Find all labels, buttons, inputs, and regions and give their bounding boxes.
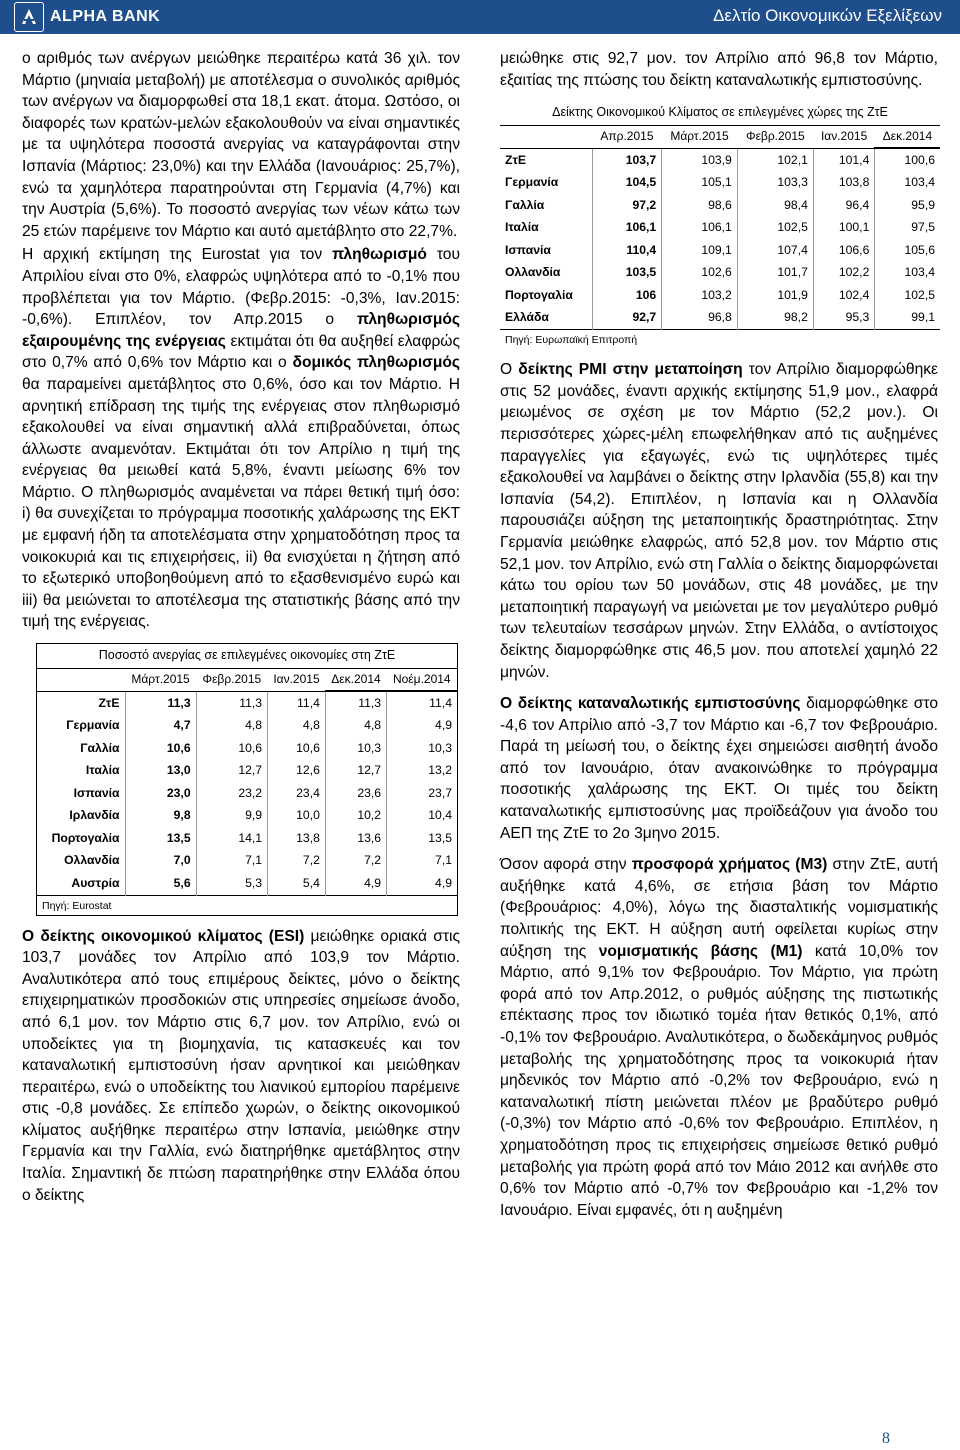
publication-title: Δελτίο Οικονομικών Εξελίξεων — [713, 6, 942, 25]
row-label: Ιρλανδία — [69, 808, 120, 823]
table-cell: 23,0 — [125, 782, 196, 805]
table-cell: 23,2 — [196, 782, 267, 805]
row-label: Ισπανία — [505, 242, 551, 257]
table-cell: 5,3 — [196, 872, 267, 895]
table-cell: 13,5 — [125, 827, 196, 850]
row-label: Αυστρία — [71, 875, 120, 890]
column-header: Φεβρ.2015 — [196, 669, 267, 692]
table-cell: 10,3 — [325, 737, 386, 760]
table-cell: 103,7 — [592, 148, 662, 172]
table-cell: 96,8 — [662, 307, 738, 330]
table-cell: 102,5 — [875, 284, 940, 307]
unemployment-table — [36, 643, 458, 916]
table-cell: 98,2 — [737, 307, 813, 330]
esi-table-row — [500, 172, 940, 195]
table-cell: 13,2 — [387, 760, 458, 783]
paragraph-esi: Ο δείκτης οικονομικού κλίματος (ESI) μειώθηκε οριακά στις 103,7 μονάδες τον Απρίλιο από 103,9 τον Μάρτιο. Αναλυτικότερα από τους επιμέρους δείκτες, μόνο ο δείκτης επιχειρηματικών προσδοκιών στις υπηρεσίες σημείωσε άνοδο, από 6,1 μον. τον Μάρτιο στις 6,7 μον. τον Απρίλιο, ενώ οι υποδείκτες για τη βιομηχανία, τις κατασκευές και τον καταναλωτική εμπιστοσύνη ήσαν αρνητικοί και μειώθηκαν περαιτέρω, ενώ ο υποδείκτης του λιανικού εμπορίου παρέμεινε στις -0,8 μονάδες. Σε επίπεδο χωρών, ο δείκτης οικονομικού κλίματος αυξήθηκε περαιτέρω στην Ισπανία, μειώθηκε στην Γερμανία και την Γαλλία, ενώ διατηρήθηκε αμετάβλητος στην Ιταλία. Σημαντική δε πτώση παρατηρήθηκε στην Ελλάδα όπου ο δείκτης — [22, 927, 461, 1204]
table-cell: 11,3 — [325, 691, 386, 715]
unemployment-table-header — [37, 669, 458, 692]
table-cell: 12,7 — [325, 760, 386, 783]
table-cell: 10,2 — [325, 805, 386, 828]
table-cell: 23,4 — [268, 782, 326, 805]
table-cell: 95,3 — [813, 307, 874, 330]
column-header: Ιαν.2015 — [813, 126, 874, 149]
table-cell: 10,6 — [268, 737, 326, 760]
table-cell: 10,6 — [196, 737, 267, 760]
table-cell: 105,1 — [662, 172, 738, 195]
unemployment-table-source: Πηγή: Eurostat — [37, 895, 458, 915]
table-cell: 106,6 — [813, 239, 874, 262]
table-cell: 4,7 — [125, 715, 196, 738]
row-label: ΖτΕ — [98, 695, 120, 710]
table-cell: 106 — [592, 284, 662, 307]
paragraph-money-supply: Όσον αφορά στην προσφορά χρήματος (M3) στην ΖτΕ, αυτή αυξήθηκε κατά 4,6%, σε ετήσια βάση τον Μάρτιο (Φεβρουάριος: 4,0%), λόγω της διασταλτικής νομισματικής πολιτικής της ΕΚΤ. Η αύξηση αυτή οφείλεται κυρίως στην αύξηση της νομισματικής βάσης (M1) κατά 10,0% τον Μάρτιο, από 9,1% τον Φεβρουάριο. Τον Μάρτιο, για πρώτη φορά από τον Απρ.2012, ο ρυθμός αύξησης της πιστωτικής επέκτασης προς τον ιδιωτικό τομέα ήταν θετικός 0,1%, από -0,1% τον Φεβρουάριο. Αναλυτικότερα, ο δωδεκάμηνος ρυθμός μεταβολής της χρηματοδότησης προς τα νοικοκυριά ήταν μηδενικός τον Μάρτιο από -0,2% τον Φεβρουάριο, ενώ η καταναλωτική πίστη μειώνεται πλέον με βραδύτερο ρυθμό (-0,3%) τον Μάρτιο από -0,6% τον Φεβρουάριο. Επιπλέον, η χρηματοδότηση προς τις επιχειρήσεις σημείωσε θετικό ρυθμό μεταβολής για πρώτη φορά από τον Μάιο 2012 και ανήλθε στο 0,6% τον Μάρτιο από -0,7% τον Φεβρουάριο και -1,2% τον Ιανουάριο. Είναι εμφανές, ότι η αυξημένη — [500, 856, 938, 1219]
esi-table-header — [500, 126, 940, 149]
table-cell: 10,3 — [387, 737, 458, 760]
paragraph-unemployment: ο αριθμός των ανέργων μειώθηκε περαιτέρω κατά 36 χιλ. τον Μάρτιο (μηνιαία μεταβολή) με αποτέλεσμα ο συνολικός αριθμός των ανέργων να διαμορφωθεί στα 18,1 εκατ. άτομα. Ωστόσο, οι διαφορές των κρατών-μελών εξακολουθούν να είναι σημαντικές με τα υψηλότερα ποσοστά ανεργίας να καταγράφονται στην Ισπανία (Μάρτιος: 23,0%) και την Ελλάδα (Ιανουάριος: 25,7%), ενώ τα χαμηλότερα παρατηρούνται στη Γερμανία (4,7%) και την Αυστρία (5,6%). Το ποσοστό ανεργίας των νέων κάτω των 25 ετών παρέμεινε τον Μάρτιο και αυτό αμετάβλητο στο 22,7%. — [22, 50, 460, 240]
row-label: Ιταλία — [505, 220, 539, 235]
row-label: Πορτογαλία — [51, 830, 120, 845]
table-cell: 11,4 — [268, 691, 326, 715]
paragraph-esi-greece: μειώθηκε στις 92,7 μον. τον Απρίλιο από 96,8 τον Μάρτιο, εξαιτίας της πτώσης του δείκτη καταναλωτικής εμπιστοσύνης. — [500, 50, 938, 89]
table-cell: 11,4 — [387, 691, 458, 715]
esi-table — [500, 101, 940, 349]
page-header — [0, 0, 960, 34]
unemployment-table-container — [22, 643, 460, 916]
table-cell: 7,2 — [325, 850, 386, 873]
column-header: Νοέμ.2014 — [387, 669, 458, 692]
table-cell: 106,1 — [592, 217, 662, 240]
table-cell: 13,6 — [325, 827, 386, 850]
table-cell: 105,6 — [875, 239, 940, 262]
unemployment-table-row — [37, 760, 458, 783]
table-cell: 7,2 — [268, 850, 326, 873]
esi-table-source: Πηγή: Ευρωπαϊκή Επιτροπή — [500, 330, 940, 350]
table-cell: 101,9 — [737, 284, 813, 307]
row-label: Γαλλία — [505, 197, 545, 212]
table-cell: 4,8 — [196, 715, 267, 738]
row-label: Γαλλία — [80, 740, 120, 755]
table-cell: 23,6 — [325, 782, 386, 805]
table-cell: 103,2 — [662, 284, 738, 307]
table-cell: 7,1 — [387, 850, 458, 873]
table-cell: 99,1 — [875, 307, 940, 330]
unemployment-table-title: Ποσοστό ανεργίας σε επιλεγμένες οικονομίες στη ΖτΕ — [37, 644, 458, 669]
paragraph-inflation: Η αρχική εκτίμηση της Eurostat για τον πληθωρισμό του Απριλίου είναι στο 0%, ελαφρώς υψηλότερα από το -0,1% που προβλέπεται για τον Μάρτιο. (Φεβρ.2015: -0,3%, Ιαν.2015: -0,6%). Επιπλέον, τον Απρ.2015 ο πληθωρισμός εξαιρουμένης της ενέργειας εκτιμάται ότι θα αυξηθεί ελαφρώς στο 0,7% από 0,6% τον Μάρτιο και ο δομικός πληθωρισμός θα παραμείνει αμετάβλητος στο 0,6%, όσο και τον Μάρτιο. Η αρνητική επίδραση της τιμής της ενέργειας στον πληθωρισμό εξακολουθεί να είναι σημαντική αλλά επιβραδύνεται, όπως άλλωστε αναμενόταν. Εκτιμάται ότι τον Απρίλιο η τιμή της ενέργειας θα μειωθεί κατά 5,8%, έναντι μείωσης 6% τον Μάρτιο. Ο πληθωρισμός αναμένεται να πάρει θετική τιμή όσο: i) θα συνεχίζεται το πρόγραμμα ποσοτικής χαλάρωσης της ΕΚΤ με εμφανή ήδη τα αποτελέσματα στην χρηματοδότηση προς τα νοικοκυριά και τις επιχειρήσεις, ii) θα ενισχύεται η ζήτηση από το εξωτερικό υποβοηθούμενη από το εξασθενισμένο ευρώ και iii) θα μειώνεται το αποτέλεσμα της στατιστικής βάσης από την τιμή της ενέργειας. — [22, 246, 461, 631]
table-cell: 13,5 — [387, 827, 458, 850]
table-cell: 102,5 — [737, 217, 813, 240]
row-label: Γερμανία — [505, 175, 559, 190]
table-cell: 4,8 — [325, 715, 386, 738]
unemployment-table-row — [37, 805, 458, 828]
esi-table-row — [500, 148, 940, 172]
esi-table-row — [500, 307, 940, 330]
table-cell: 10,4 — [387, 805, 458, 828]
table-cell: 101,4 — [813, 148, 874, 172]
table-cell: 102,6 — [662, 262, 738, 285]
left-column — [22, 48, 460, 1208]
table-cell: 9,9 — [196, 805, 267, 828]
row-label: Ισπανία — [73, 785, 120, 800]
table-cell: 103,3 — [737, 172, 813, 195]
table-cell: 7,0 — [125, 850, 196, 873]
paragraph-consumer-confidence: Ο δείκτης καταναλωτικής εμπιστοσύνης διαμορφώθηκε στο -4,6 τον Απρίλιο από -3,7 τον Μάρτιο και -6,7 τον Φεβρουάριο. Παρά τη μείωσή του, ο δείκτης έχει σημειώσει αισθητή άνοδο από τον Ιανουάριο, όταν ανακοινώθηκε το πρόγραμμα ποσοτικής χαλάρωσης της ΕΚΤ. Οι τιμές του δείκτη καταναλωτικής εμπιστοσύνης μας προϊδεάζουν για άνοδο του ΑΕΠ της ΖτΕ το 2ο 3μηνο 2015. — [500, 695, 939, 842]
table-cell: 100,1 — [813, 217, 874, 240]
table-cell: 5,4 — [268, 872, 326, 895]
table-cell: 14,1 — [196, 827, 267, 850]
unemployment-table-row — [37, 872, 458, 895]
unemployment-table-row — [37, 715, 458, 738]
table-cell: 102,1 — [737, 148, 813, 172]
table-cell: 102,4 — [813, 284, 874, 307]
esi-table-row — [500, 194, 940, 217]
table-cell: 101,7 — [737, 262, 813, 285]
table-cell: 5,6 — [125, 872, 196, 895]
table-cell: 104,5 — [592, 172, 662, 195]
table-cell: 98,4 — [737, 194, 813, 217]
row-label: Ολλανδία — [505, 265, 561, 280]
table-cell: 13,0 — [125, 760, 196, 783]
column-header: Δεκ.2014 — [325, 669, 386, 692]
table-cell: 4,9 — [325, 872, 386, 895]
table-cell: 95,9 — [875, 194, 940, 217]
table-cell: 11,3 — [196, 691, 267, 715]
column-header: Απρ.2015 — [592, 126, 662, 149]
row-label: Ιταλία — [85, 763, 120, 778]
alpha-bank-logo-icon — [14, 2, 44, 32]
page-number: 8 — [882, 1430, 890, 1447]
column-header: Δεκ.2014 — [875, 126, 940, 149]
table-cell: 109,1 — [662, 239, 738, 262]
table-cell: 23,7 — [387, 782, 458, 805]
table-cell: 103,8 — [813, 172, 874, 195]
esi-table-title: Δείκτης Οικονομικού Κλίματος σε επιλεγμένες χώρες της ΖτΕ — [500, 101, 940, 126]
table-cell: 11,3 — [125, 691, 196, 715]
table-cell: 103,9 — [662, 148, 738, 172]
table-cell: 103,4 — [875, 172, 940, 195]
table-cell: 4,9 — [387, 715, 458, 738]
right-column — [500, 48, 938, 1223]
table-cell: 4,8 — [268, 715, 326, 738]
table-cell: 106,1 — [662, 217, 738, 240]
row-label: Γερμανία — [66, 718, 120, 733]
table-cell: 10,0 — [268, 805, 326, 828]
row-label: Ελλάδα — [505, 310, 549, 325]
table-cell: 103,4 — [875, 262, 940, 285]
unemployment-table-row — [37, 782, 458, 805]
column-header: Ιαν.2015 — [268, 669, 326, 692]
unemployment-table-row — [37, 827, 458, 850]
table-cell: 97,2 — [592, 194, 662, 217]
bank-name: ALPHA BANK — [50, 8, 161, 25]
table-cell: 103,5 — [592, 262, 662, 285]
unemployment-table-row — [37, 691, 458, 715]
table-cell: 98,6 — [662, 194, 738, 217]
esi-table-row — [500, 217, 940, 240]
table-cell: 102,2 — [813, 262, 874, 285]
paragraph-pmi: Ο δείκτης PMI στην μεταποίηση τον Απρίλιο διαμορφώθηκε στις 52 μονάδες, έναντι αρχικής εκτίμησης 51,9 μον., ελαφρά μειωμένος σε σχέση με τον Μάρτιο (52,2 μον.). Οι περισσότερες χώρες-μέλη επωφελήθηκαν από τις αυξημένες παραγγελίες για εξαγωγές, ενώ τις υψηλότερες τιμές εξακολουθεί να λαμβάνει ο δείκτης στην Ιρλανδία (55,8) και την Ισπανία (54,2). Επιπλέον, η Ισπανία και η Ολλανδία παρουσιάζει αύξηση της μεταποιητικής δραστηριότητας. Στην Γερμανία μειώθηκε ελαφρώς, από 52,8 μον. τον Μάρτιο στις 52,1 μον. τον Απρίλιο, ενώ στη Γαλλία ο δείκτης διαμορφώνεται κάτω του ορίου των 50 μονάδων, στις 48 μονάδες, με την μεταποιητική παραγωγή να μειώνεται με τον μεγαλύτερο ρυθμό των τελευταίων τεσσάρων μηνών. Στην Ελλάδα, ο αντίστοιχος δείκτης διαμορφώθηκε στις 46,5 μον. που αποτελεί χαμηλό 22 μηνών. — [500, 361, 938, 681]
esi-table-row — [500, 284, 940, 307]
table-cell: 4,9 — [387, 872, 458, 895]
esi-table-row — [500, 262, 940, 285]
row-label: Ολλανδία — [64, 853, 120, 868]
table-cell: 100,6 — [875, 148, 940, 172]
table-cell: 13,8 — [268, 827, 326, 850]
unemployment-table-row — [37, 737, 458, 760]
row-label: ΖτΕ — [505, 152, 527, 167]
table-cell: 96,4 — [813, 194, 874, 217]
row-label: Πορτογαλία — [505, 287, 573, 302]
unemployment-table-row — [37, 850, 458, 873]
table-cell: 10,6 — [125, 737, 196, 760]
table-cell: 12,6 — [268, 760, 326, 783]
table-cell: 97,5 — [875, 217, 940, 240]
column-header: Φεβρ.2015 — [737, 126, 813, 149]
column-header: Μάρτ.2015 — [125, 669, 196, 692]
table-cell: 12,7 — [196, 760, 267, 783]
esi-table-container — [500, 101, 938, 349]
table-cell: 107,4 — [737, 239, 813, 262]
esi-table-row — [500, 239, 940, 262]
table-cell: 7,1 — [196, 850, 267, 873]
column-header: Μάρτ.2015 — [662, 126, 738, 149]
table-cell: 9,8 — [125, 805, 196, 828]
table-cell: 110,4 — [592, 239, 662, 262]
table-cell: 92,7 — [592, 307, 662, 330]
bank-logo — [14, 2, 160, 32]
